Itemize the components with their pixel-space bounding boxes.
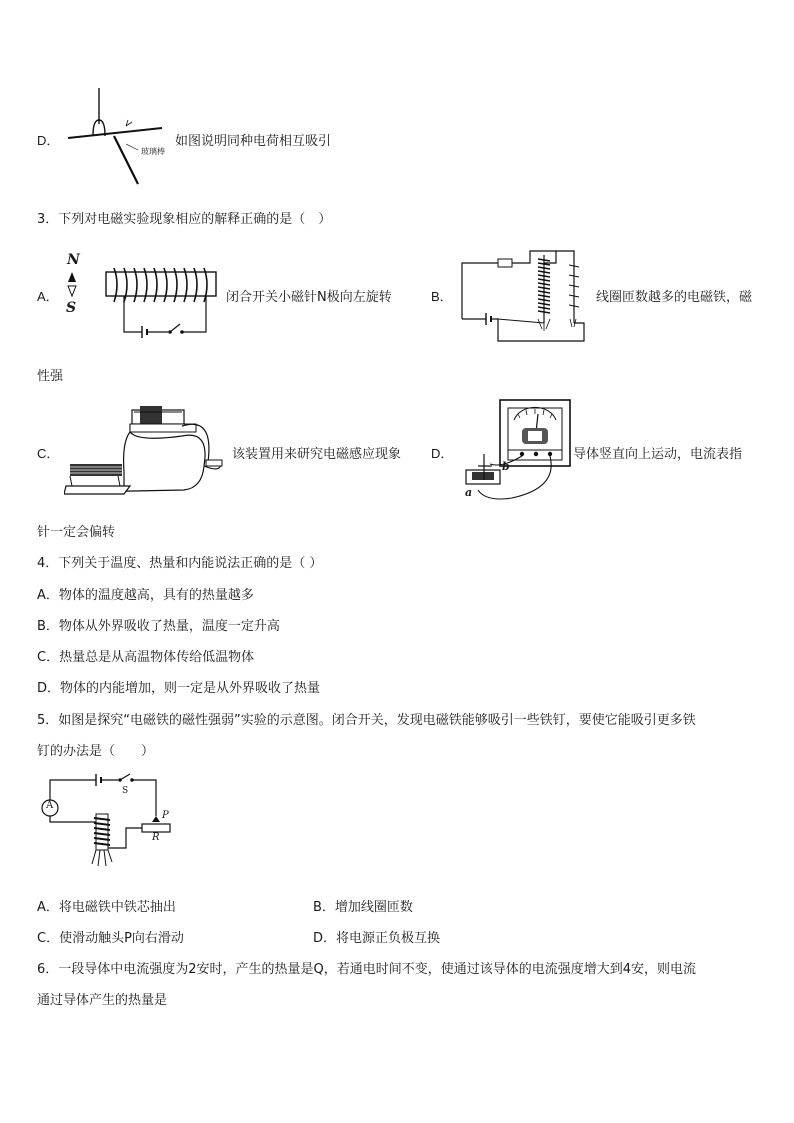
q3-option-c-text: 该装置用来研究电磁感应现象 <box>232 447 402 462</box>
q3-option-a-figure <box>62 250 227 344</box>
q2-option-d-letter: D． <box>37 133 60 148</box>
q6-stem-line1: 6．一段导体中电流强度为2安时，产生的热量是Q，若通电时间不变，使通过该导体的电流强度增大到4安，则电流 <box>37 962 697 977</box>
q5-circuit-figure <box>38 772 178 868</box>
q3-option-b-letter: B． <box>431 289 453 304</box>
compass-n-label: N <box>67 252 80 268</box>
q5-option-c: C．使滑动触头P向右滑动 <box>37 931 184 946</box>
q3-option-a-letter: A． <box>37 289 59 304</box>
q2-option-d-figure <box>64 86 174 190</box>
slider-label: P <box>162 810 169 821</box>
q3-option-b-text: 线圈匝数越多的电磁铁，磁 <box>596 290 753 305</box>
q4-stem: 4．下列关于温度、热量和内能说法正确的是（ ） <box>37 556 323 571</box>
compass-s-label: S <box>66 300 77 316</box>
q4-option-d: D．物体的内能增加，则一定是从外界吸收了热量 <box>37 681 321 696</box>
q3-option-b-continued: 性强 <box>37 369 64 384</box>
q5-stem-line1: 5．如图是探究“电磁铁的磁性强弱”实验的示意图。闭合开关，发现电磁铁能够吸引一些铁钉，要使它能吸引更多铁 <box>37 713 696 728</box>
q6-stem-line2: 通过导体产生的热量是 <box>37 993 168 1008</box>
glass-rod-label: 玻璃棒 <box>141 147 165 156</box>
q4-option-b: B．物体从外界吸收了热量，温度一定升高 <box>37 619 280 634</box>
q4-option-c: C．热量总是从高温物体传给低温物体 <box>37 650 255 665</box>
q3-option-c-figure <box>64 402 234 498</box>
switch-label: S <box>122 786 129 796</box>
conductor-b-label: b <box>502 460 510 473</box>
resistor-label: R <box>152 832 160 843</box>
q5-option-b: B．增加线圈匝数 <box>313 900 413 915</box>
q3-option-d-letter: D． <box>431 446 454 461</box>
q3-option-d-text: 导体竖直向上运动，电流表指 <box>573 447 743 462</box>
q3-option-d-figure <box>462 398 572 504</box>
q3-option-c-letter: C． <box>37 446 60 461</box>
conductor-a-label: a <box>465 486 473 499</box>
q3-stem: 3．下列对电磁实验现象相应的解释正确的是（ ） <box>37 212 332 227</box>
q5-option-a: A．将电磁铁中铁芯抽出 <box>37 900 176 915</box>
q5-stem-line2: 钉的办法是（ ） <box>37 744 155 759</box>
q5-option-d: D．将电源正负极互换 <box>313 931 441 946</box>
q3-option-b-figure <box>458 245 593 345</box>
q4-option-a: A．物体的温度越高，具有的热量越多 <box>37 588 254 603</box>
q3-option-d-continued: 针一定会偏转 <box>37 525 116 540</box>
q3-option-a-text: 闭合开关小磁针N极向左旋转 <box>226 290 392 305</box>
ammeter-label: A <box>46 800 54 811</box>
q2-option-d-text: 如图说明同种电荷相互吸引 <box>175 134 332 149</box>
